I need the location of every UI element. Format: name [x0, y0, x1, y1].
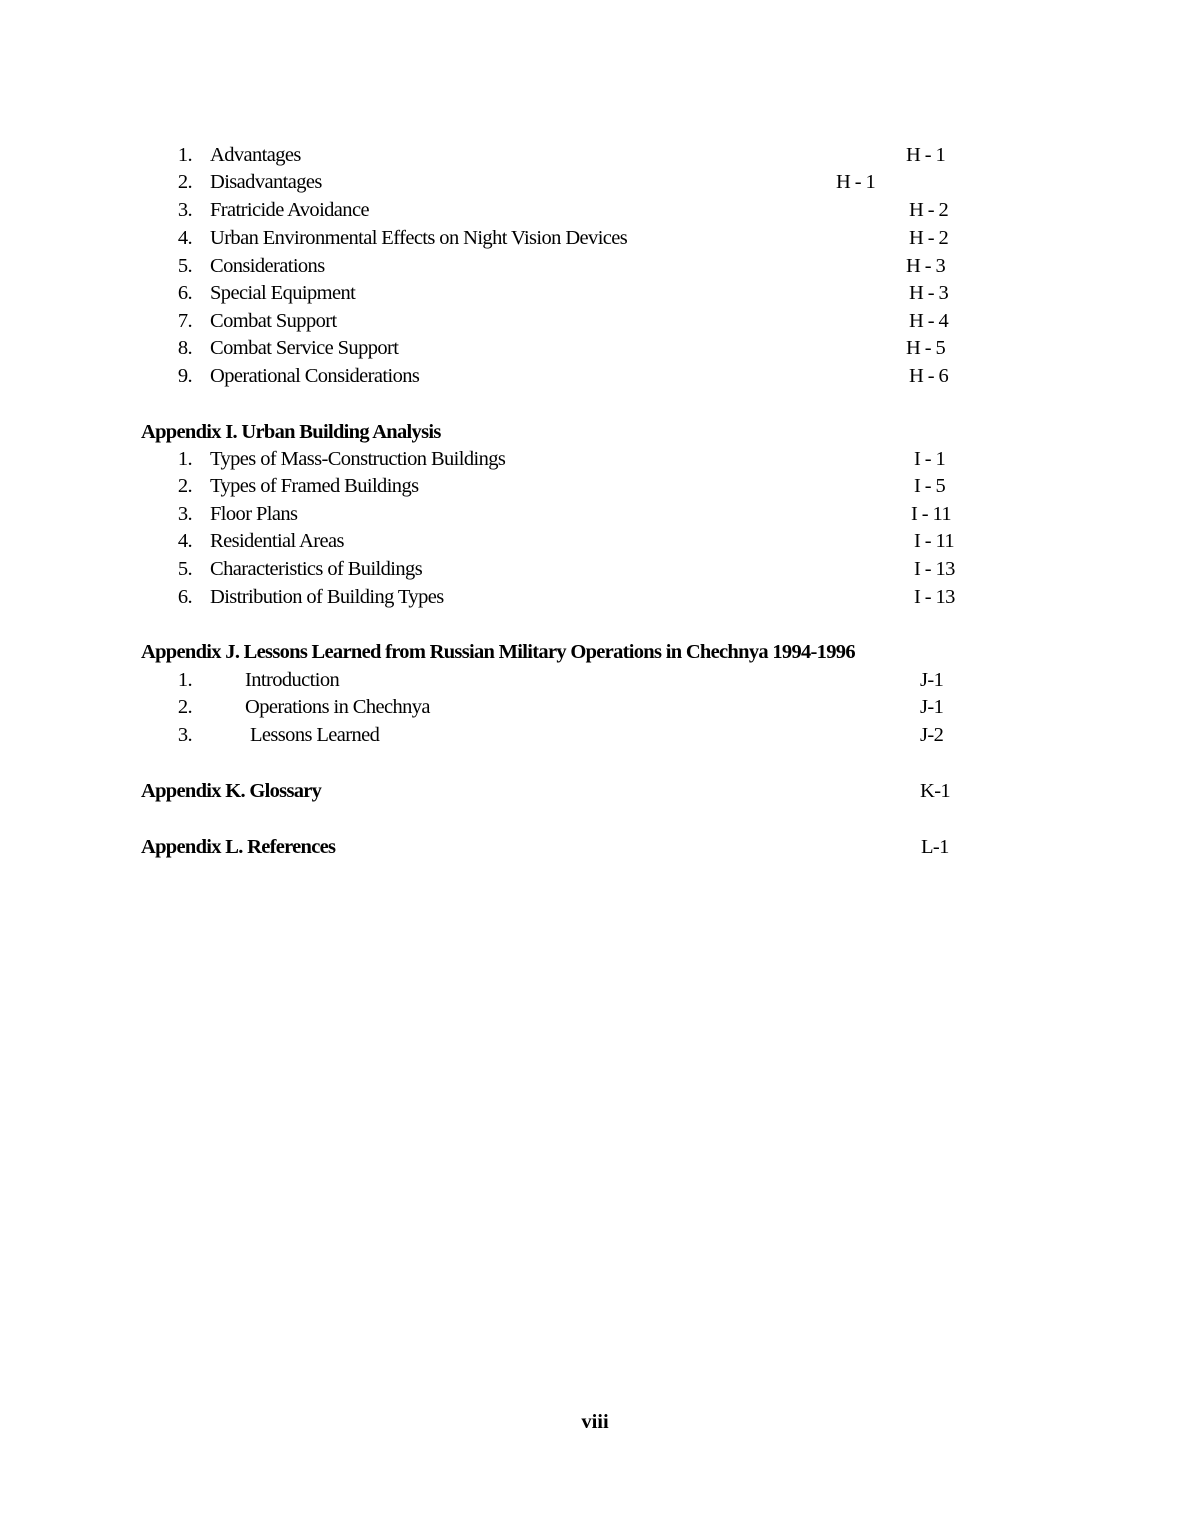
entry-page: H - 2: [909, 227, 949, 249]
toc-entry: [0, 334, 1190, 362]
entry-number: 5.: [177, 558, 192, 580]
entry-number: 9.: [177, 365, 192, 387]
entry-number: 3.: [177, 724, 192, 746]
entry-title: Urban Environmental Effects on Night Vision Devices: [210, 227, 628, 249]
entry-number: 5.: [177, 255, 192, 277]
entry-title: Disadvantages: [210, 171, 322, 193]
toc-entry: [0, 362, 1190, 390]
entry-title: Characteristics of Buildings: [210, 558, 423, 580]
entry-title: Fratricide Avoidance: [210, 199, 369, 221]
entry-number: 4.: [177, 227, 192, 249]
entry-number: 2.: [177, 171, 192, 193]
entry-number: 8.: [177, 337, 192, 359]
entry-title: Combat Service Support: [210, 337, 399, 359]
toc-entry: [0, 527, 1190, 555]
entry-page: I - 5: [914, 475, 946, 497]
appendix-heading: Appendix K. Glossary: [141, 780, 322, 802]
toc-entry: [0, 472, 1190, 500]
entry-page: I - 11: [914, 530, 955, 552]
entry-page: H - 4: [909, 310, 949, 332]
entry-number: 1.: [177, 144, 192, 166]
entry-page: I - 13: [914, 586, 955, 608]
entry-title: Combat Support: [210, 310, 337, 332]
entry-page: I - 13: [914, 558, 955, 580]
entry-number: 1.: [177, 669, 192, 691]
toc-entry: [0, 555, 1190, 583]
toc-entry: [0, 141, 1190, 169]
entry-number: 2.: [177, 475, 192, 497]
appendix-page: L-1: [921, 836, 949, 858]
entry-title: Lessons Learned: [250, 724, 380, 746]
appendix-heading: Appendix J. Lessons Learned from Russian Military Operations in Chechnya 1994-1996: [141, 641, 855, 663]
toc-entry: [0, 693, 1190, 721]
entry-page: I - 1: [914, 448, 946, 470]
toc-entry: [0, 721, 1190, 749]
entry-title: Operational Considerations: [210, 365, 420, 387]
entry-title: Introduction: [245, 669, 340, 691]
toc-entry: [0, 168, 1190, 196]
entry-number: 6.: [177, 586, 192, 608]
entry-page: I - 11: [911, 503, 952, 525]
entry-title: Floor Plans: [210, 503, 298, 525]
entry-title: Distribution of Building Types: [210, 586, 444, 608]
entry-title: Advantages: [210, 144, 301, 166]
toc-entry: [0, 307, 1190, 335]
entry-number: 6.: [177, 282, 192, 304]
entry-page: J-1: [920, 696, 944, 718]
entry-title: Special Equipment: [210, 282, 356, 304]
page-number: viii: [581, 1411, 609, 1433]
entry-title: Types of Framed Buildings: [210, 475, 419, 497]
entry-number: 1.: [177, 448, 192, 470]
toc-entry: [0, 666, 1190, 694]
toc-entry: [0, 224, 1190, 252]
entry-title: Considerations: [210, 255, 325, 277]
entry-title: Residential Areas: [210, 530, 344, 552]
entry-number: 4.: [177, 530, 192, 552]
toc-entry: [0, 279, 1190, 307]
entry-page: H - 2: [909, 199, 949, 221]
entry-page: H - 1: [836, 171, 876, 193]
entry-number: 7.: [177, 310, 192, 332]
entry-page: H - 5: [906, 337, 946, 359]
appendix-page: K-1: [920, 780, 951, 802]
entry-page: J-2: [920, 724, 944, 746]
appendix-heading: Appendix I. Urban Building Analysis: [141, 421, 441, 443]
entry-number: 2.: [177, 696, 192, 718]
entry-page: H - 3: [909, 282, 949, 304]
entry-title: Operations in Chechnya: [245, 696, 430, 718]
entry-page: H - 3: [906, 255, 946, 277]
entry-page: H - 1: [906, 144, 946, 166]
toc-entry: [0, 445, 1190, 473]
toc-entry: [0, 196, 1190, 224]
toc-entry: [0, 500, 1190, 528]
appendix-heading: Appendix L. References: [141, 836, 336, 858]
entry-number: 3.: [177, 503, 192, 525]
toc-entry: [0, 583, 1190, 611]
entry-title: Types of Mass-Construction Buildings: [210, 448, 506, 470]
entry-page: H - 6: [909, 365, 949, 387]
entry-number: 3.: [177, 199, 192, 221]
entry-page: J-1: [920, 669, 944, 691]
toc-entry: [0, 252, 1190, 280]
